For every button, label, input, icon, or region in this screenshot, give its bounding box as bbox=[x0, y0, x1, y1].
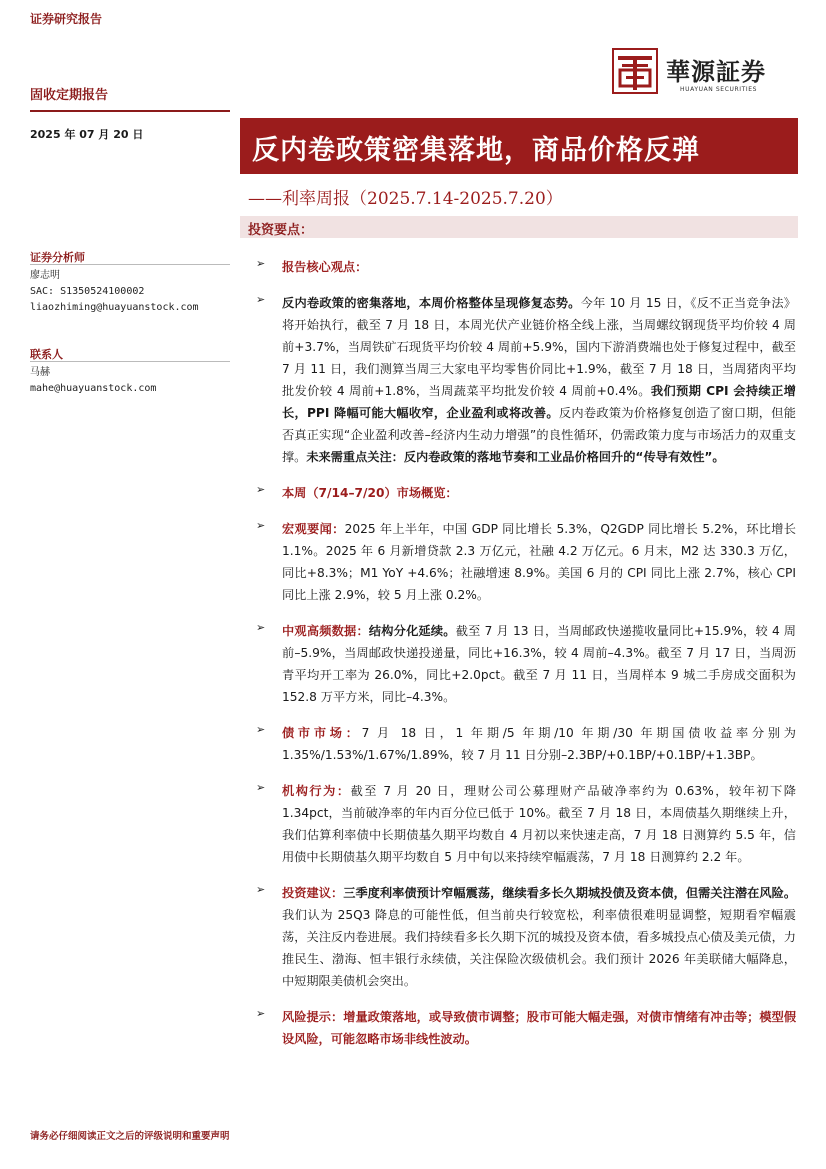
arrow-bullet-icon: ➢ bbox=[256, 781, 266, 794]
section-heading: 报告核心观点： bbox=[282, 260, 368, 274]
item-label: 宏观要闻： bbox=[282, 522, 345, 536]
page-title: 反内卷政策密集落地，商品价格反弹 bbox=[252, 135, 700, 166]
arrow-bullet-icon: ➢ bbox=[256, 1007, 266, 1020]
list-item bbox=[256, 482, 796, 504]
list-item bbox=[256, 780, 796, 868]
contact-name: 马赫 bbox=[30, 367, 50, 378]
body-text: 今年 10 月 15 日，《反不正当竞争法》将开始执行，截至 7 月 18 日，本周光伏产业链价格全线上涨，当周螺纹钢现货平均价较 4 周前+3.7%，当周铁矿石现货平均价较 4 周前+5.9%，国内下游消费端也处于修复过程中，截至 7 月 11 日，我们测算当周三大家电平均零售价同比+1.9%，截至 7 月 18 日，当周猪肉平均批发价较 4 周前+1.8%，当周蔬菜平均批发价较 4 周前+0.4%。 bbox=[282, 296, 796, 398]
body-text: 我们认为 25Q3 降息的可能性低，但当前央行较宽松，利率债很难明显调整，短期看窄幅震荡，关注反内卷进展。我们持续看多长久期下沉的城投及资本债，看多城投点心债及美元债，力推民生、渤海、恒丰银行永续债，关注保险次级债机会。我们预计 2026 年美联储大幅降息，中短期限美债机会突出。 bbox=[282, 908, 796, 988]
list-item bbox=[256, 256, 796, 278]
analyst-email[interactable]: liaozhiming@huayuanstock.com bbox=[30, 302, 199, 313]
logo-text: 華源証券 bbox=[666, 57, 766, 86]
page-subtitle: ——利率周报（2025.7.14-2025.7.20） bbox=[248, 189, 563, 209]
body-text: 反内卷政策为价格修复创造了窗口期，但能否真正实现“企业盈利改善–经济内生动力增强”的良性循环，仍需政策力度与市场活力的双重支撑。 bbox=[282, 406, 796, 464]
key-points-header bbox=[240, 216, 798, 238]
divider bbox=[30, 361, 230, 362]
huayuan-logo-icon bbox=[612, 48, 658, 94]
analyst-name: 廖志明 bbox=[30, 270, 60, 281]
company-logo bbox=[612, 48, 790, 100]
item-label: 投资建议： bbox=[282, 886, 344, 900]
risk-text: 增量政策落地，或导致债市调整；股市可能大幅走强，对债市情绪有冲击等；模型假设风险，可能忽略市场非线性波动。 bbox=[282, 1010, 797, 1046]
list-item bbox=[256, 1006, 796, 1050]
contact-heading: 联系人 bbox=[30, 348, 63, 361]
body-text: 2025 年上半年，中国 GDP 同比增长 5.3%，Q2GDP 同比增长 5.2%，环比增长 1.1%。2025 年 6 月新增贷款 2.3 万亿元，社融 4.2 万亿元。6 月末，M2 达 330.3 万亿，同比+8.3%；M1 YoY +4.6%；社融增速 8.9%。美国 6 月的 CPI 同比上涨 2.7%，核心 CPI 同比上涨 2.9%，较 5 月上涨 0.2%。 bbox=[282, 522, 796, 602]
section-heading: 本周（7/14–7/20）市场概览： bbox=[282, 486, 458, 500]
arrow-bullet-icon: ➢ bbox=[256, 483, 266, 496]
arrow-bullet-icon: ➢ bbox=[256, 621, 266, 634]
analyst-sac: SAC: S1350524100002 bbox=[30, 286, 145, 297]
bold-text: 反内卷政策的密集落地，本周价格整体呈现修复态势。 bbox=[282, 296, 581, 310]
divider bbox=[30, 110, 230, 112]
arrow-bullet-icon: ➢ bbox=[256, 883, 266, 896]
item-label: 中观高频数据： bbox=[282, 624, 369, 638]
bold-text: 结构分化延续。 bbox=[368, 624, 456, 638]
arrow-bullet-icon: ➢ bbox=[256, 257, 266, 270]
list-item bbox=[256, 722, 796, 766]
item-label: 机构行为： bbox=[282, 784, 351, 798]
arrow-bullet-icon: ➢ bbox=[256, 723, 266, 736]
report-type-label: 固收定期报告 bbox=[30, 88, 109, 103]
report-date: 2025 年 07 月 20 日 bbox=[30, 128, 144, 141]
list-item bbox=[256, 292, 796, 468]
report-category-label: 证券研究报告 bbox=[30, 12, 103, 26]
arrow-bullet-icon: ➢ bbox=[256, 519, 266, 532]
bold-text: 三季度利率债预计窄幅震荡，继续看多长久期城投债及资本债，但需关注潜在风险。 bbox=[343, 886, 797, 900]
body-text: 7 月 18 日，1 年期/5 年期/10 年期/30 年期国债收益率分别为 1.35%/1.53%/1.67%/1.89%，较 7 月 11 日分别–2.3BP/+0.1BP/+0.1BP/+1.3BP。 bbox=[282, 726, 796, 762]
key-points-content bbox=[256, 256, 796, 1064]
body-text: 截至 7 月 20 日，理财公司公募理财产品破净率约为 0.63%，较年初下降 1.34pct，当前破净率的年内百分位已低于 10%。截至 7 月 18 日，本周债基久期继续上升，我们估算利率债中长期债基久期平均数自 4 月初以来快速走高，7 月 18 日测算约 5.5 年，信用债中长期债基久期平均数自 5 月中旬以来持续窄幅震荡，7 月 18 日测算约 2.2 年。 bbox=[282, 784, 796, 864]
list-item bbox=[256, 518, 796, 606]
logo-subtext: HUAYUAN SECURITIES bbox=[680, 86, 758, 93]
title-banner bbox=[240, 118, 798, 174]
item-label: 债市市场： bbox=[282, 726, 362, 740]
analyst-heading: 证券分析师 bbox=[30, 251, 85, 264]
bold-text: 我们预期 CPI 会持续正增长，PPI 降幅可能大幅收窄，企业盈利或将改善。 bbox=[282, 384, 796, 420]
key-points-label: 投资要点： bbox=[248, 223, 314, 238]
contact-email[interactable]: mahe@huayuanstock.com bbox=[30, 383, 157, 394]
list-item bbox=[256, 620, 796, 708]
item-label: 风险提示： bbox=[282, 1010, 344, 1024]
disclaimer-footer: 请务必仔细阅读正文之后的评级说明和重要声明 bbox=[30, 1131, 230, 1142]
list-item bbox=[256, 882, 796, 992]
divider bbox=[30, 264, 230, 265]
body-text: 截至 7 月 13 日，当周邮政快递揽收量同比+15.9%，较 4 周前–5.9%，当周邮政快递投递量，同比+16.3%，较 4 周前–4.3%。截至 7 月 17 日，当周沥青平均开工率为 26.0%，同比+2.0pct。截至 7 月 11 日，当周样本 9 城二手房成交面积为 152.8 万平方米，同比–4.3%。 bbox=[282, 624, 796, 704]
bold-text: 未来需重点关注：反内卷政策的落地节奏和工业品价格回升的“传导有效性”。 bbox=[306, 450, 725, 464]
arrow-bullet-icon: ➢ bbox=[256, 293, 266, 306]
